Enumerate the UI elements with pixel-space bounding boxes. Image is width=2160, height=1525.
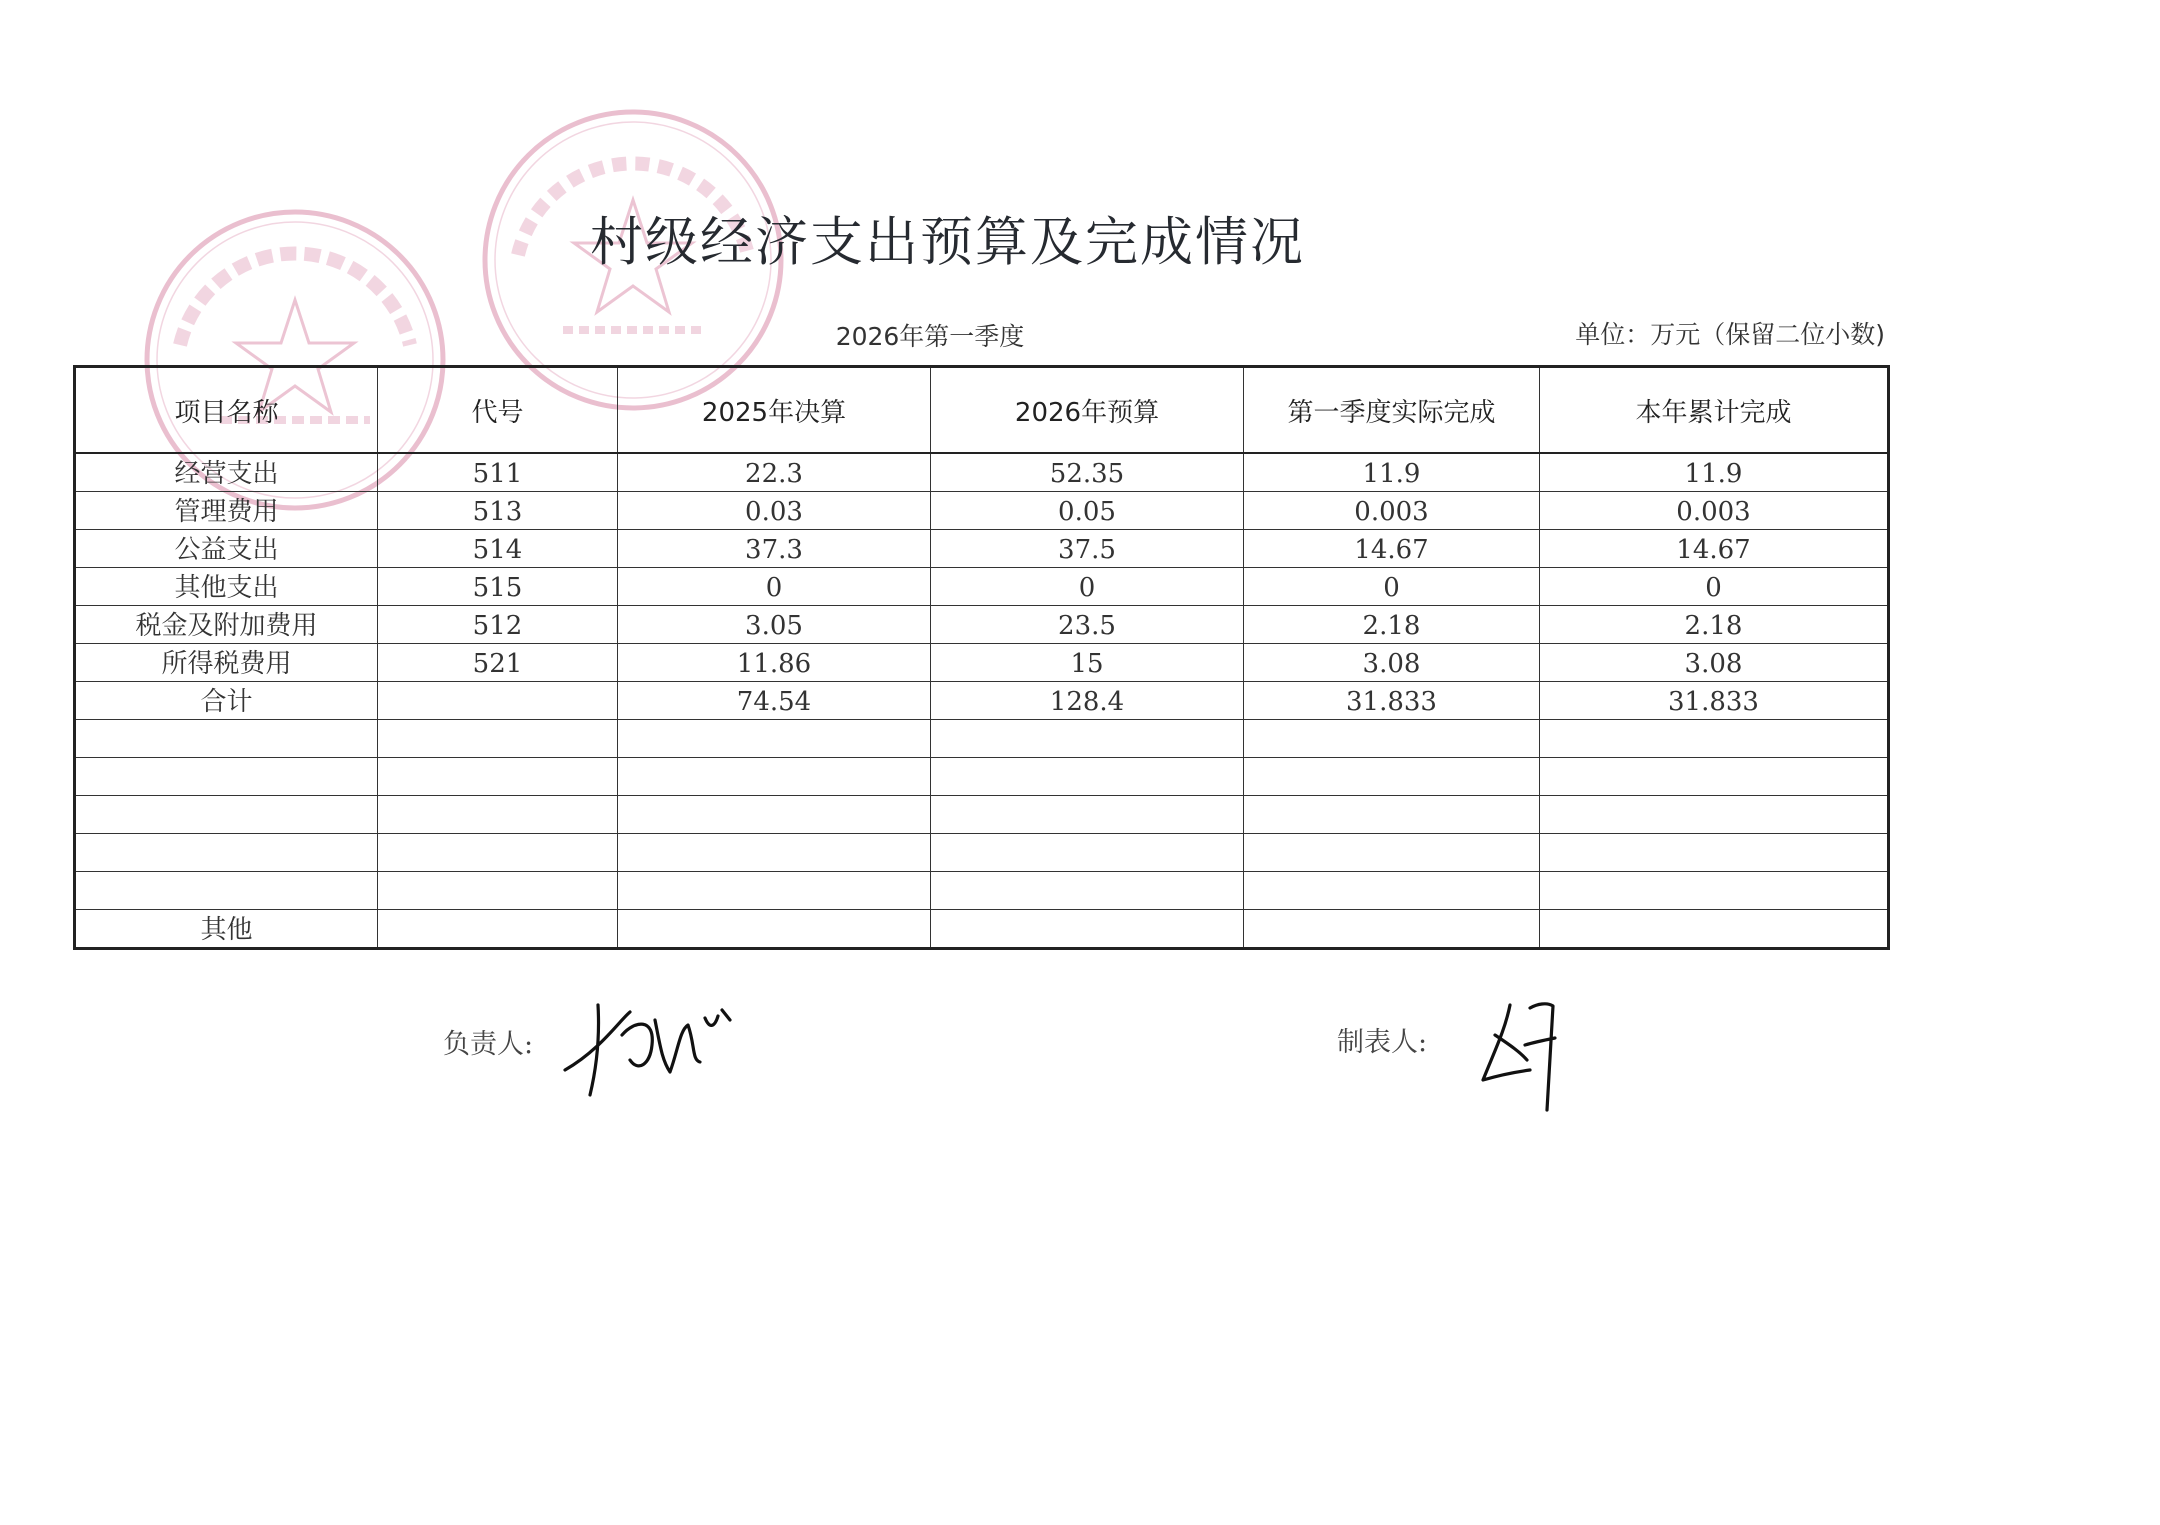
cell-ytd-total: 2.18 [1540,606,1889,644]
header-2025-final: 2025年决算 [618,367,931,454]
cell-code: 515 [378,568,618,606]
cell-2026-budget [931,834,1244,872]
cell-ytd-total: 14.67 [1540,530,1889,568]
cell-ytd-total: 0.003 [1540,492,1889,530]
table-row [75,453,1889,492]
cell-2025-final: 0 [618,568,931,606]
cell-q1-actual: 14.67 [1244,530,1540,568]
cell-q1-actual [1244,796,1540,834]
cell-2025-final [618,720,931,758]
cell-ytd-total [1540,720,1889,758]
cell-2026-budget: 128.4 [931,682,1244,720]
cell-code [378,682,618,720]
cell-2025-final [618,758,931,796]
cell-code [378,758,618,796]
cell-q1-actual [1244,758,1540,796]
cell-2026-budget: 23.5 [931,606,1244,644]
cell-code: 514 [378,530,618,568]
cell-2026-budget: 37.5 [931,530,1244,568]
cell-2026-budget [931,910,1244,949]
cell-ytd-total: 11.9 [1540,453,1889,492]
header-ytd-total: 本年累计完成 [1540,367,1889,454]
cell-ytd-total [1540,758,1889,796]
cell-item-name [75,872,378,910]
table-row [75,910,1889,949]
table-header-row [75,367,1889,454]
cell-ytd-total [1540,872,1889,910]
cell-item-name [75,720,378,758]
table-row [75,644,1889,682]
header-item-name: 项目名称 [75,367,378,454]
budget-table [73,365,1890,950]
cell-2026-budget [931,872,1244,910]
table-row [75,758,1889,796]
cell-code: 521 [378,644,618,682]
header-code: 代号 [378,367,618,454]
cell-2025-final: 11.86 [618,644,931,682]
cell-q1-actual [1244,834,1540,872]
table-row [75,568,1889,606]
cell-q1-actual: 2.18 [1244,606,1540,644]
preparer-label: 制表人: [1337,1027,1428,1058]
cell-code [378,834,618,872]
reporting-period: 2026年第一季度 [835,322,1025,351]
table-body [75,453,1889,949]
cell-code: 511 [378,453,618,492]
cell-2026-budget: 0 [931,568,1244,606]
cell-code [378,910,618,949]
cell-ytd-total: 0 [1540,568,1889,606]
table-row [75,872,1889,910]
cell-item-name: 其他 [75,910,378,949]
cell-item-name: 经营支出 [75,453,378,492]
document-title: 村级经济支出预算及完成情况 [590,212,1305,273]
header-2026-budget: 2026年预算 [931,367,1244,454]
cell-code: 512 [378,606,618,644]
cell-2026-budget: 0.05 [931,492,1244,530]
cell-code [378,796,618,834]
cell-code [378,720,618,758]
cell-2026-budget [931,758,1244,796]
cell-q1-actual [1244,872,1540,910]
preparer-signature [1475,990,1565,1115]
cell-ytd-total [1540,910,1889,949]
cell-q1-actual: 0.003 [1244,492,1540,530]
cell-ytd-total: 3.08 [1540,644,1889,682]
cell-item-name [75,796,378,834]
cell-2025-final: 37.3 [618,530,931,568]
cell-q1-actual [1244,720,1540,758]
cell-q1-actual [1244,910,1540,949]
cell-2025-final: 74.54 [618,682,931,720]
cell-2025-final [618,872,931,910]
cell-item-name: 合计 [75,682,378,720]
table-row [75,720,1889,758]
table-row [75,796,1889,834]
cell-q1-actual: 31.833 [1244,682,1540,720]
cell-q1-actual: 3.08 [1244,644,1540,682]
cell-item-name: 其他支出 [75,568,378,606]
table-row [75,682,1889,720]
cell-2026-budget: 15 [931,644,1244,682]
table-row [75,530,1889,568]
header-q1-actual: 第一季度实际完成 [1244,367,1540,454]
cell-item-name: 所得税费用 [75,644,378,682]
cell-2025-final [618,834,931,872]
table-row [75,492,1889,530]
cell-2025-final: 3.05 [618,606,931,644]
cell-q1-actual: 0 [1244,568,1540,606]
cell-code: 513 [378,492,618,530]
cell-item-name: 税金及附加费用 [75,606,378,644]
cell-2026-budget [931,796,1244,834]
cell-item-name: 管理费用 [75,492,378,530]
cell-2025-final: 0.03 [618,492,931,530]
cell-2026-budget [931,720,1244,758]
table-row [75,606,1889,644]
responsible-person-signature [560,990,760,1100]
responsible-person-label: 负责人: [443,1029,534,1060]
cell-2025-final [618,910,931,949]
cell-2025-final: 22.3 [618,453,931,492]
cell-ytd-total [1540,834,1889,872]
unit-note: 单位：万元（保留二位小数) [1575,320,1885,349]
cell-item-name: 公益支出 [75,530,378,568]
table-row [75,834,1889,872]
cell-q1-actual: 11.9 [1244,453,1540,492]
cell-ytd-total [1540,796,1889,834]
cell-item-name [75,758,378,796]
cell-2025-final [618,796,931,834]
cell-item-name [75,834,378,872]
cell-ytd-total: 31.833 [1540,682,1889,720]
cell-2026-budget: 52.35 [931,453,1244,492]
cell-code [378,872,618,910]
